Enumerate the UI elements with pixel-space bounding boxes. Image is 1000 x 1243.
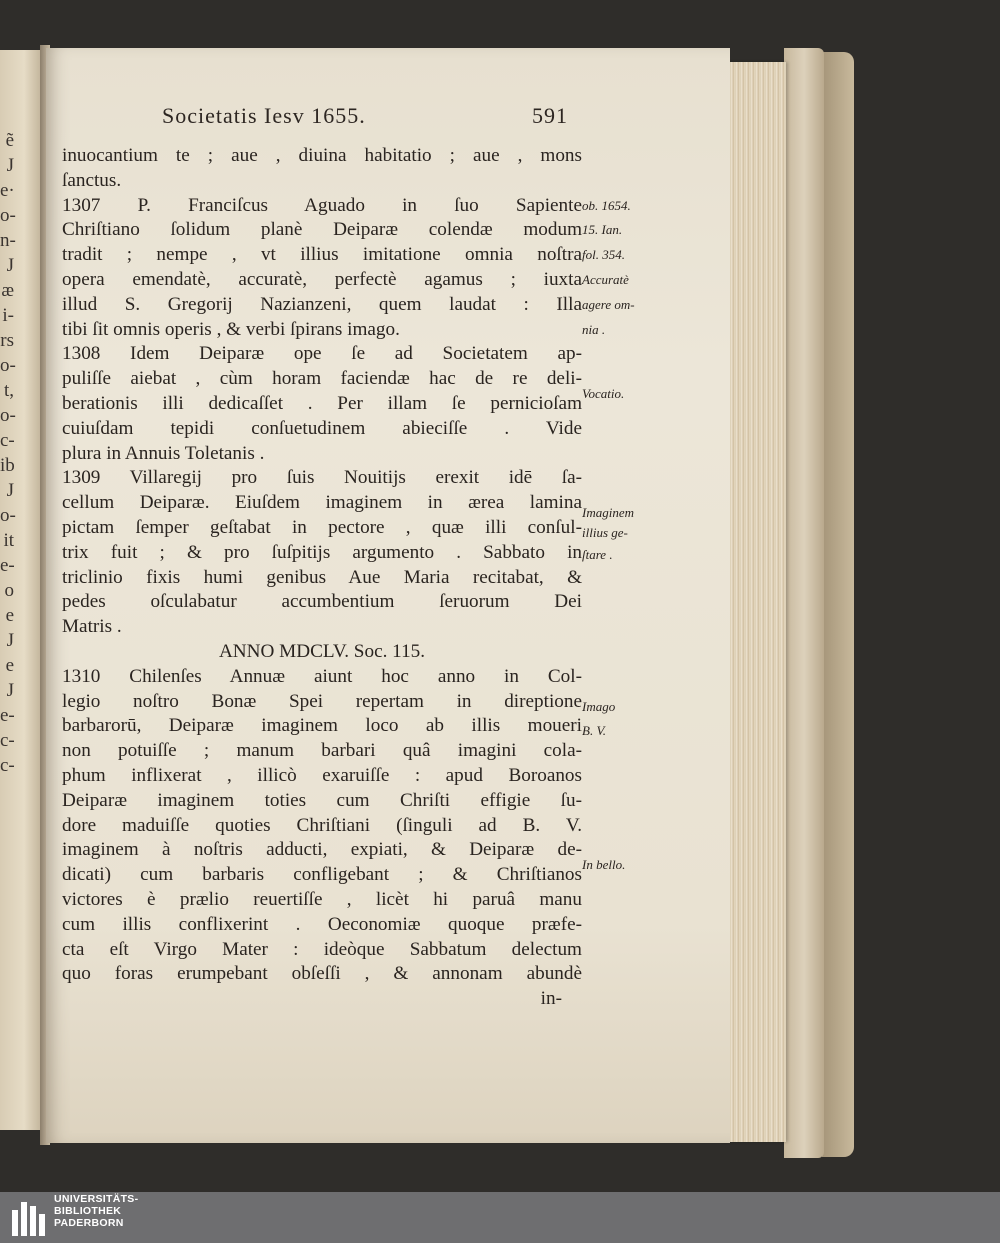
text-line: berationis illi dedicaſſet . Per illam ſe pernicioſam: [62, 392, 582, 414]
left-page-fragment: it: [3, 530, 14, 551]
left-page-fragment: J: [6, 480, 14, 501]
text-line: cta eſt Virgo Mater : ideòque Sabbatum delectum: [62, 938, 582, 960]
text-line: Deiparæ imaginem toties cum Chriſti effigie ſu-: [62, 789, 582, 811]
left-page-fragment: c-: [0, 755, 15, 776]
text-line: phum inflixerat , illicò exaruiſſe : apud Boroanos: [62, 764, 582, 786]
margin-note: nia .: [582, 321, 606, 337]
book-cover-back: [822, 52, 854, 1157]
margin-note: illius ge-: [582, 524, 628, 540]
text-line: opera emendatè, accuratè, perfectè agamus ; iuxta: [62, 268, 582, 290]
left-page-fragment: e·: [0, 180, 15, 201]
text-line: inuocantium te ; aue , diuina habitatio ; aue , mons: [62, 145, 582, 166]
logo-line: UNIVERSITÄTS-: [54, 1193, 139, 1205]
text-line: cum illis conflixerint . Oeconomiæ quoque præfe-: [62, 913, 582, 935]
margin-note: Imaginem: [582, 505, 634, 521]
left-page-fragment: ẽ: [5, 130, 14, 151]
left-page-fragment: t,: [3, 380, 14, 401]
left-page-fragment: o-: [0, 355, 16, 376]
text-line: illud S. Gregorij Nazianzeni, quem laudat : Illa: [62, 293, 582, 315]
text-line: non potuiſſe ; manum barbari quâ imagini cola-: [62, 740, 582, 762]
text-line: tradit ; nempe , vt illius imitatione omnia noſtra: [62, 244, 582, 266]
book-cover-edge: [784, 48, 824, 1158]
left-page-fragment: e-: [0, 705, 15, 726]
left-page-fragment: o: [4, 580, 14, 601]
text-line: cellum Deiparæ. Eiuſdem imaginem in ærea lamina: [62, 492, 582, 514]
text-line: dore maduiſſe quoties Chriſtiani (ſinguli ad B. V.: [62, 814, 582, 836]
text-line: in-: [540, 988, 562, 1010]
text-line: 1307 P. Franciſcus Aguado in ſuo Sapiente: [62, 194, 582, 216]
text-line: plura in Annuis Toletanis .: [62, 442, 265, 464]
left-page-fragment: o-: [0, 205, 16, 226]
left-page-fragment: e: [5, 605, 14, 626]
library-logo-icon: [12, 1198, 46, 1236]
text-line: ANNO MDCLV. Soc. 115.: [218, 640, 426, 662]
page-header: [162, 103, 582, 133]
left-page-fragment: c-: [0, 430, 15, 451]
text-line: legio noſtro Bonæ Spei repertam in direptione: [62, 690, 582, 712]
left-page-fragment: rs: [0, 330, 14, 351]
text-line: imaginem à noſtris adducti, expiati, & Deiparæ de-: [62, 839, 582, 861]
margin-note: Accuratè: [582, 272, 629, 287]
text-line: 1308 Idem Deiparæ ope ſe ad Societatem ap-: [62, 343, 582, 365]
text-line: Chriſtiano ſolidum planè Deiparæ colendæ modum: [62, 219, 582, 241]
footer-bar: [0, 1192, 1000, 1243]
text-line: triclinio fixis humi genibus Aue Maria recitabat, &: [62, 566, 582, 588]
text-line: trix fuit ; & pro ſuſpitijs argumento . Sabbato in: [62, 541, 582, 563]
left-page-fragment: i-: [2, 305, 14, 326]
text-line: tibi ſit omnis operis , & verbi ſpirans imago.: [62, 318, 400, 340]
text-line: cuiuſdam tepidi conſuetudinem abieciſſe . Vide: [62, 417, 582, 439]
left-page-fragment: e: [5, 655, 14, 676]
left-page-fragment: c-: [0, 730, 15, 751]
margin-note: 15. Ian.: [582, 222, 623, 238]
text-line: Matris .: [62, 616, 122, 638]
text-line: pictam ſemper geſtabat in pectore , quæ illi conſul-: [62, 516, 582, 538]
text-line: pedes oſculabatur accumbentium ſeruorum Dei: [62, 591, 582, 613]
text-line: 1310 Chilenſes Annuæ aiunt hoc anno in Col-: [62, 665, 582, 687]
left-page-edge: [0, 50, 44, 1130]
margin-note: In bello.: [582, 857, 626, 873]
body-text: [62, 144, 582, 1012]
left-page-fragment: n-: [0, 230, 16, 251]
left-page-fragment: e-: [0, 555, 15, 576]
left-page-fragment: J: [6, 155, 14, 176]
logo-line: PADERBORN: [54, 1217, 124, 1229]
margin-note: Vocatio.: [582, 386, 625, 402]
text-line: quo foras erumpebant obſeſſi , & annonam abundè: [62, 963, 582, 985]
left-page-fragment: æ: [1, 280, 14, 301]
margin-note: B. V.: [582, 723, 606, 739]
text-line: barbarorū, Deiparæ imaginem loco ab illis moueri: [62, 715, 582, 737]
text-line: ſanctus.: [62, 169, 122, 191]
margin-note: fol. 354.: [582, 247, 625, 263]
left-page-fragment: ib: [0, 455, 15, 476]
text-line: victores è prælio reuertiſſe , licèt hi paruâ manu: [62, 888, 582, 910]
left-page-fragment: J: [6, 630, 14, 651]
text-line: puliſſe aiebat , cùm horam faciendæ hac de re deli-: [62, 368, 582, 390]
margin-note: Imago: [582, 698, 616, 714]
page-number: 591: [532, 103, 568, 128]
left-page-fragment: o-: [0, 405, 16, 426]
running-title: Societatis Iesv 1655.: [162, 103, 366, 128]
library-logo-text: [54, 1194, 138, 1230]
text-line: 1309 Villaregij pro ſuis Nouitijs erexit idē ſa-: [62, 467, 582, 489]
left-page-fragment: J: [6, 255, 14, 276]
margin-note: ſtare .: [582, 547, 613, 563]
margin-note: ob. 1654.: [582, 197, 631, 213]
left-page-fragment: o-: [0, 505, 16, 526]
left-page-fragment: J: [6, 680, 14, 701]
logo-line: BIBLIOTHEK: [54, 1205, 122, 1217]
margin-note: agere om-: [582, 296, 635, 312]
text-line: dicati) cum barbaris confligebant ; & Chriſtianos: [62, 864, 582, 886]
